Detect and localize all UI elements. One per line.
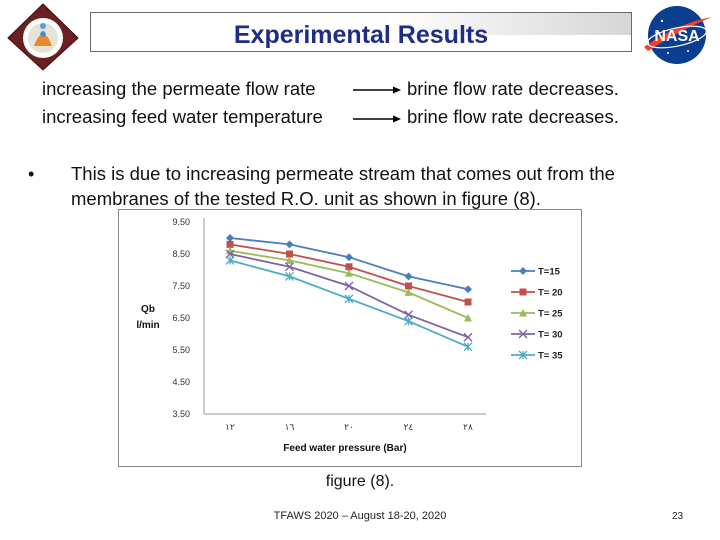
x-tick-label: ١٢ xyxy=(225,423,235,433)
tfaws-logo xyxy=(4,2,82,72)
data-point xyxy=(345,295,353,303)
y-axis-label: l/min xyxy=(136,320,160,331)
legend-label: T= 25 xyxy=(538,308,563,320)
legend-label: T= 20 xyxy=(538,287,563,299)
statement-1-right: brine flow rate decreases. xyxy=(407,78,619,99)
x-tick-label: ٢٨ xyxy=(463,423,473,433)
statement-2-right: brine flow rate decreases. xyxy=(407,106,619,127)
y-tick-label: 5.50 xyxy=(172,345,190,355)
page-title: Experimental Results xyxy=(233,21,489,49)
data-point xyxy=(345,253,353,261)
arrow-icon xyxy=(353,85,401,95)
legend-marker xyxy=(519,267,527,275)
data-point xyxy=(405,272,413,280)
legend-marker xyxy=(520,289,527,296)
legend-label: T= 30 xyxy=(538,329,563,341)
figure-caption: figure (8). xyxy=(325,473,395,490)
legend-label: T= 35 xyxy=(538,350,563,362)
legend-label: T=15 xyxy=(538,266,560,278)
x-tick-label: ١٦ xyxy=(284,423,295,433)
y-axis-label: Qb xyxy=(141,304,155,315)
x-tick-label: ٢٤ xyxy=(403,423,414,433)
data-point xyxy=(464,333,472,341)
y-tick-label: 3.50 xyxy=(172,409,190,419)
nasa-wordmark: NASA xyxy=(654,28,700,45)
arrow-icon xyxy=(353,114,401,124)
line-chart xyxy=(118,209,582,467)
statement-2-left: increasing feed water temperature xyxy=(42,106,323,127)
x-axis-label: Feed water pressure (Bar) xyxy=(283,443,407,454)
y-tick-label: 9.50 xyxy=(172,217,190,227)
nasa-logo xyxy=(638,3,716,67)
data-point xyxy=(464,285,472,293)
y-tick-label: 4.50 xyxy=(172,377,190,387)
y-tick-label: 8.50 xyxy=(172,249,190,259)
y-tick-label: 6.50 xyxy=(172,313,190,323)
footer-text: TFAWS 2020 – August 18-20, 2020 xyxy=(273,510,447,522)
data-point xyxy=(465,299,472,306)
data-point xyxy=(405,317,413,325)
x-tick-label: ٢٠ xyxy=(344,423,354,433)
page-number: 23 xyxy=(672,511,684,522)
data-point xyxy=(464,343,472,351)
bullet-icon: • xyxy=(28,164,35,184)
title-bar xyxy=(90,12,632,52)
bullet-text-line-1: This is due to increasing permeate stream that comes out from the xyxy=(71,163,615,184)
statement-1-left: increasing the permeate flow rate xyxy=(42,78,316,99)
bullet-text-line-2: membranes of the tested R.O. unit as shown in figure (8). xyxy=(71,188,541,209)
data-point xyxy=(226,234,234,242)
data-point xyxy=(286,240,294,248)
y-tick-label: 7.50 xyxy=(172,281,190,291)
